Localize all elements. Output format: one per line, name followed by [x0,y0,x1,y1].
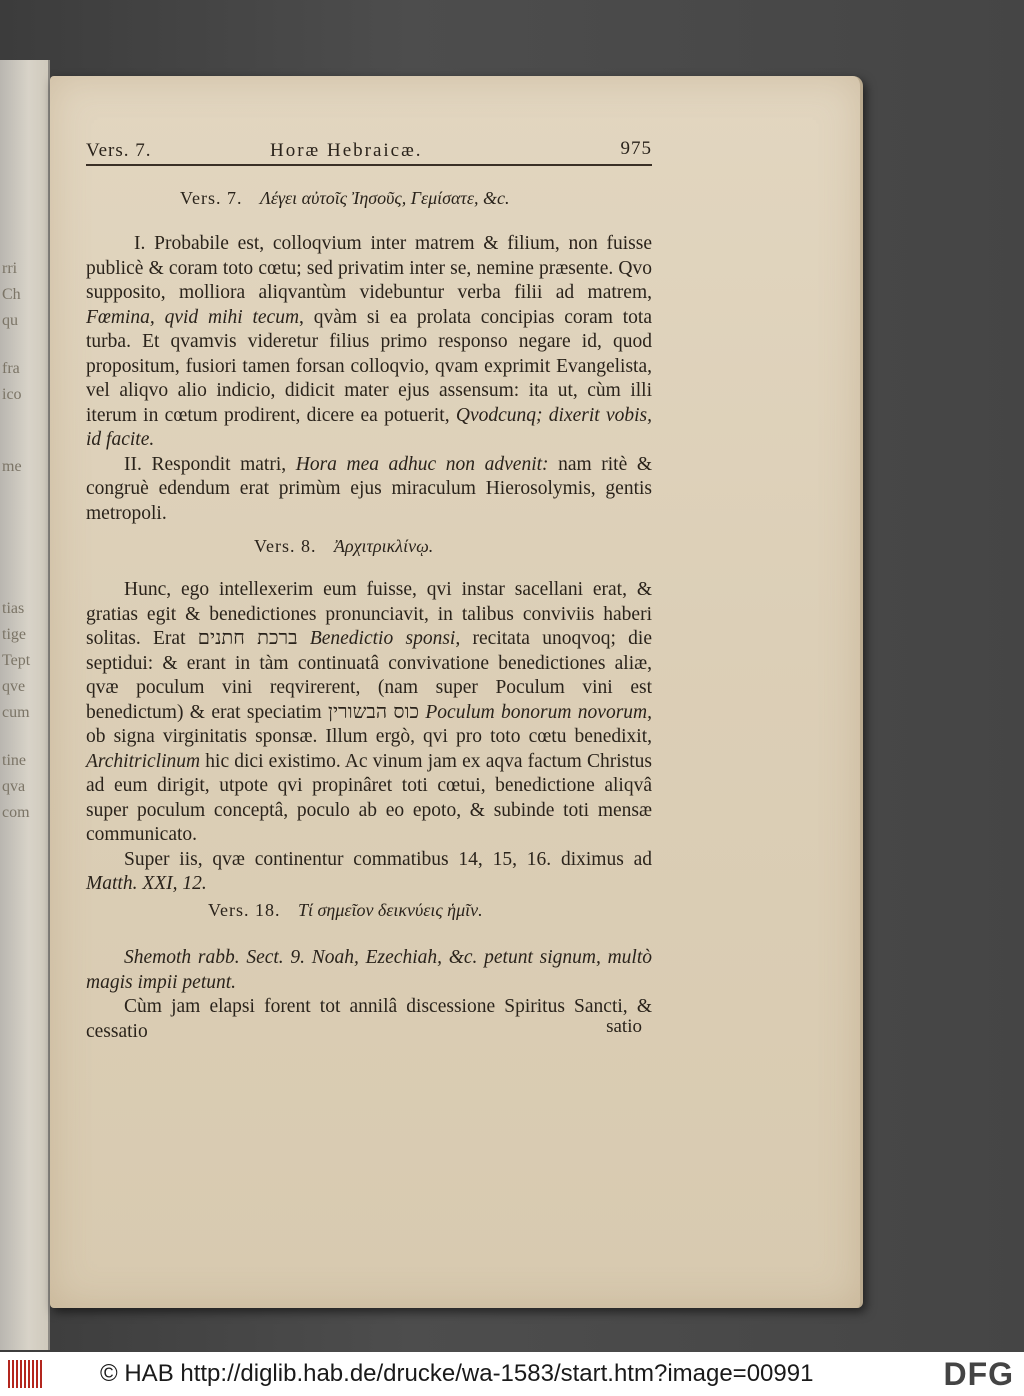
italic-run: Shemoth rabb. Sect. 9. Noah, Ezechiah, &c. petunt signum, multò magis impii petunt. [86,947,652,993]
italic-run: Architriclinum [86,750,201,772]
text-run: Cùm jam elapsi forent tot annilâ discessione Spiritus Sancti, & cessatio [86,996,652,1042]
italic-run: Qvodcunq; dixerit vobis, id facite. [86,404,652,450]
paragraph [86,578,652,848]
section-body-vers-8 [86,578,652,897]
heading-verse-label: Vers. 8. [254,536,317,556]
text-run: Super iis, qvæ continentur commatibus 14, 15, 16. diximus ad [124,848,652,870]
paragraph [86,453,652,527]
library-barcode-logo-icon [8,1360,44,1388]
text-run: recitata unoqvoq; die septidui: & erant in tàm continuatâ convivatione benedictiones aliæ, qvæ poculum vini reqvirerent, (nam super Poculum vini est benedictum) & erat speciatim כוס הבשורין [86,628,652,723]
paragraph [86,946,652,995]
running-head [86,138,652,166]
text-run: I. Probabile est, colloqvium inter matrem & filium, non fuisse publicè & coram toto cœtu; sed privatim inter se, nemine præsente. Qvo supposito, molliora aliqvantùm videbuntur verba filii ad matrem, [86,233,652,303]
section-heading-vers-8 [254,536,433,557]
heading-verse-label: Vers. 7. [180,188,243,208]
section-body-vers-18 [86,946,652,1044]
section-heading-vers-18 [208,900,483,921]
paragraph [86,232,652,453]
italic-run: Poculum bonorum novorum, [425,701,653,723]
header-rule [86,164,652,166]
heading-greek-text: Τί σημεῖον δεικνύεις ἡμῖν. [298,900,483,920]
section-body-vers-7 [86,232,652,526]
facing-page-edge: rri Ch qu fra ico me tias tige Tept qve cum tine qva com [0,60,50,1350]
heading-verse-label: Vers. 18. [208,900,281,920]
text-run: nam ritè & congruè edendum erat primùm ejus miraculum Hierosolymis, gentis metropoli. [86,453,653,524]
italic-run: Hora mea adhuc non advenit: [295,453,549,475]
source-credit-link[interactable]: © HAB http://diglib.hab.de/drucke/wa-1583/start.htm?image=00991 [100,1360,814,1387]
catchword: satio [606,1016,642,1037]
text-run: Hunc, ego intellexerim eum fuisse, qvi instar sacellani erat, & gratias egit & benedictiones pronunciavit, in talibus conviviis haberi solitas. Erat ברכת חתנים [86,579,652,649]
running-head-title: Horæ Hebraicæ. [270,140,423,161]
text-run: ob signa virginitatis sponsæ. Illum ergò, qvi pro toto cœtu benedixit, [86,726,652,747]
section-heading-vers-7 [180,188,509,209]
paragraph [86,995,652,1044]
italic-run: Matth. XXI, 12. [86,873,207,894]
book-page [50,76,863,1308]
dfg-logo: DFG [943,1356,1014,1392]
text-run: II. Respondit matri, [124,453,296,475]
page-number: 975 [620,138,652,159]
running-head-verse: Vers. 7. [86,140,152,161]
heading-greek-text: Ἀρχιτρικλίνῳ. [334,536,434,556]
italic-run: Fœmina, qvid mihi tecum [86,306,300,328]
text-run: hic dici existimo. Ac vinum jam ex aqva factum Christus ad eum dirigit, utpote qvi propinâret toti cœtui, benedictione aliqvâ super poculum conceptâ, poculo ab eo epoto, & subinde toti mensæ communicato. [86,750,652,845]
italic-run: Benedictio sponsi, [309,628,461,649]
heading-greek-text: Λέγει αὐτοῖς Ἰησοῦς, Γεμίσατε, &c. [260,188,510,208]
viewer-footer [0,1352,1024,1396]
text-run: , qvàm si ea prolata concipias coram tota turba. Et qvamvis videretur filius primo responso negare id, quod propositum, fusiori tamen forsan colloqvio, qvam exprimit Evangelista, vel aliqvo alio indicio, didicit mater ejus assensum: ita ut, cùm illi iterum in cœtum prodirent, dicere ea potuerit, [86,306,652,426]
paragraph [86,848,652,897]
